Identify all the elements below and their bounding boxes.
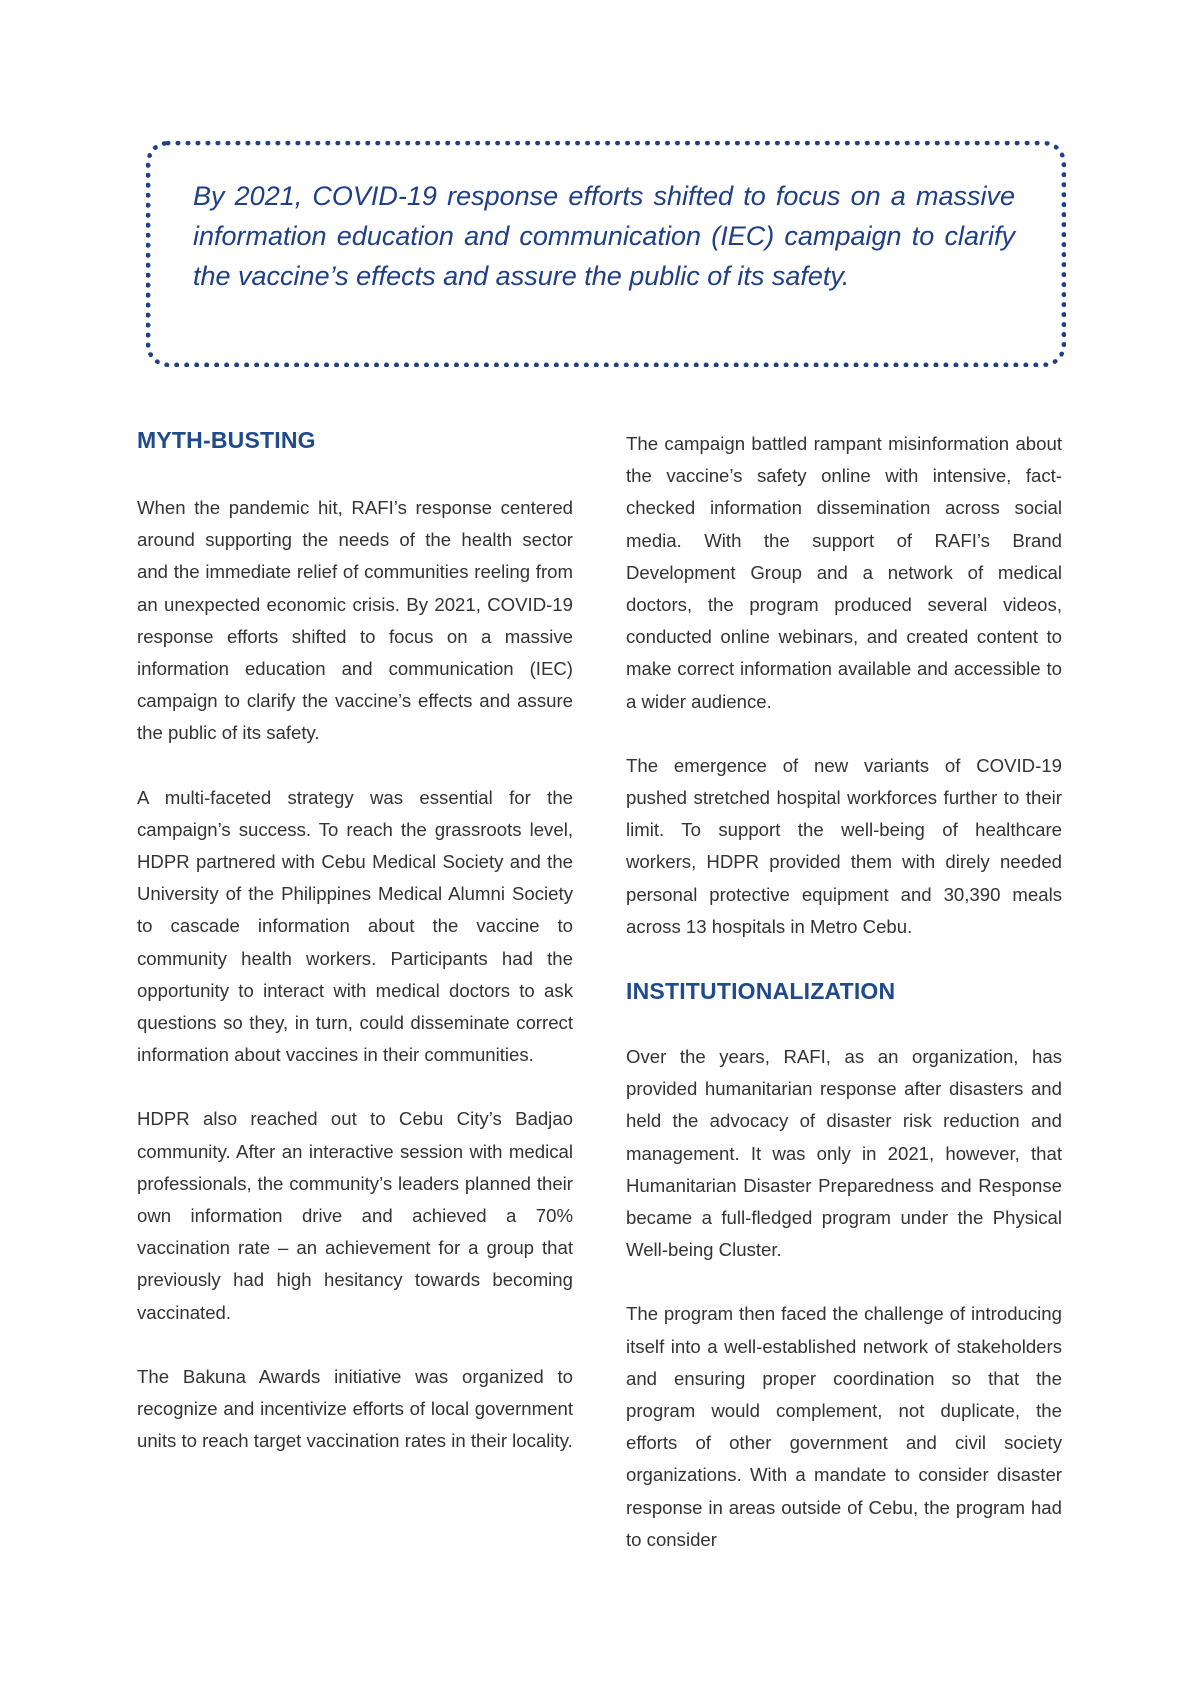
body-paragraph: The emergence of new variants of COVID-19 pushed stretched hospital workforces further to their limit. To support the well-being of healthcare workers, HDPR provided them with direly needed personal protective equipment and 30,390 meals across 13 hospitals in Metro Cebu.: [626, 754, 1062, 937]
body-paragraph: A multi-faceted strategy was essential for the campaign’s success. To reach the grassroots level, HDPR partnered with Cebu Medical Society and the University of the Philippines Medical Alumni Society to cascade information about the vaccine to community health workers. Participants had the opportunity to interact with medical doctors to ask questions so they, in turn, could disseminate correct information about vaccines in their communities.: [137, 786, 573, 1066]
right-column: [626, 428, 1062, 1556]
pull-quote-box: [146, 141, 1066, 367]
body-paragraph: Over the years, RAFI, as an organization, has provided humanitarian response after disasters and held the advocacy of disaster risk reduction and management. It was only in 2021, however, that Humanitarian Disaster Preparedness and Response became a full-fledged program under the Physical Well-being Cluster.: [626, 1046, 1062, 1261]
pull-quote-text: By 2021, COVID-19 response efforts shifted to focus on a massive information education and communication (IEC) campaign to clarify the vaccine’s effects and assure the public of its safety.: [193, 181, 1015, 291]
body-paragraph: The program then faced the challenge of introducing itself into a well-established network of stakeholders and ensuring proper coordination so that the program would complement, not duplicate, the efforts of other government and civil society organizations. With a mandate to consider disaster response in areas outside of Cebu, the program had to consider: [626, 1303, 1062, 1550]
section-heading-institutionalization: INSTITUTIONALIZATION: [626, 978, 896, 1005]
body-paragraph: The campaign battled rampant misinformation about the vaccine’s safety online with intensive, fact-checked information dissemination across social media. With the support of RAFI’s Brand Development Group and a network of medical doctors, the program produced several videos, conducted online webinars, and created content to make correct information available and accessible to a wider audience.: [626, 433, 1062, 712]
body-paragraph: The Bakuna Awards initiative was organized to recognize and incentivize efforts of local government units to reach target vaccination rates in their locality.: [137, 1365, 573, 1452]
left-column: [137, 424, 573, 1457]
body-paragraph: When the pandemic hit, RAFI’s response centered around supporting the needs of the health sector and the immediate relief of communities reeling from an unexpected economic crisis. By 2021, COVID-19 response efforts shifted to focus on a massive information education and communication (IEC) campaign to clarify the vaccine’s effects and assure the public of its safety.: [137, 497, 573, 744]
section-heading-myth-busting: MYTH-BUSTING: [137, 427, 316, 453]
body-paragraph: HDPR also reached out to Cebu City’s Badjao community. After an interactive session with medical professionals, the community’s leaders planned their own information drive and achieved a 70% vaccination rate – an achievement for a group that previously had high hesitancy towards becoming vaccinated.: [137, 1108, 573, 1323]
